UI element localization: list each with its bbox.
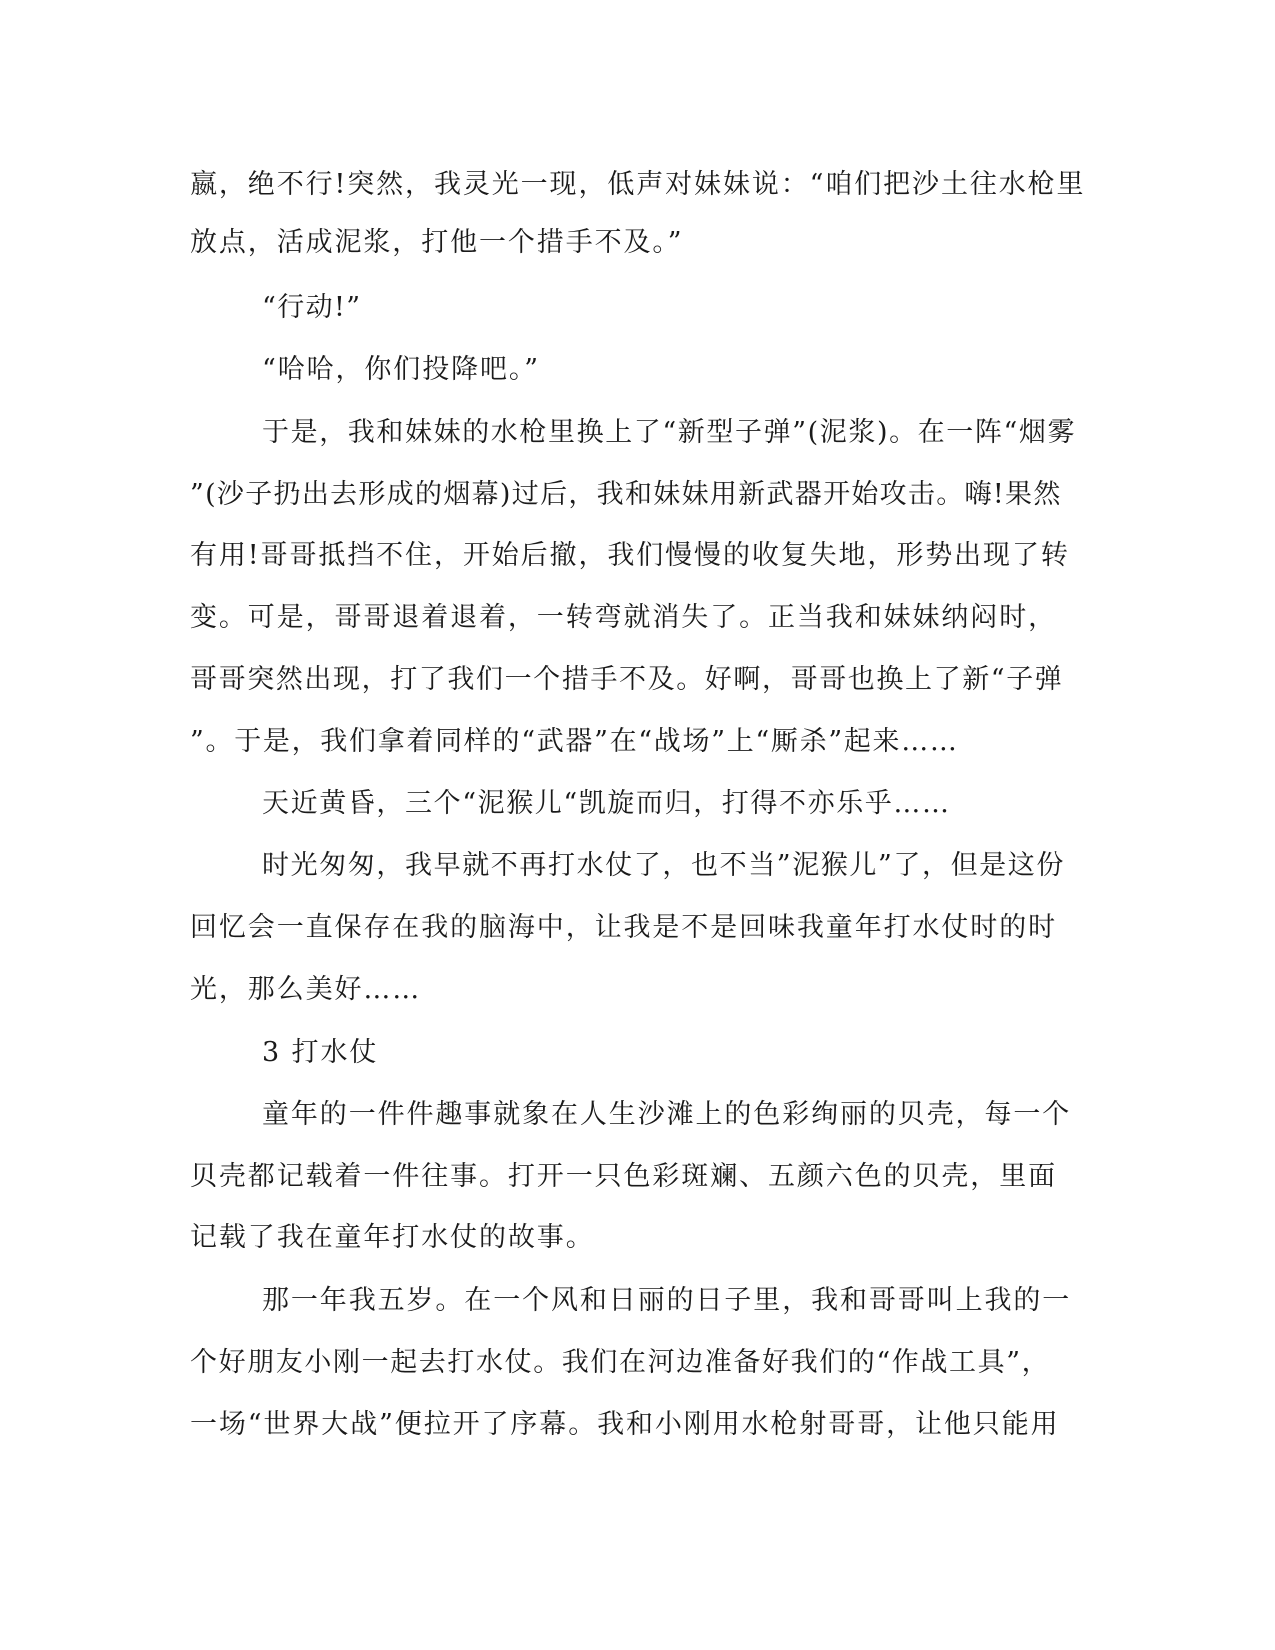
text-line: 个好朋友小刚一起去打水仗。我们在河边准备好我们的“作战工具”， [190,1347,1051,1378]
text-line: 天近黄昏，三个“泥猴儿“凯旋而归，打得不亦乐乎…… [262,788,951,819]
text-line: 于是，我和妹妹的水枪里换上了“新型子弹”(泥浆)。在一阵“烟雾 [262,417,1077,448]
text-line: 一场“世界大战”便拉开了序幕。我和小刚用水枪射哥哥，让他只能用 [190,1409,1060,1440]
text-line: 回忆会一直保存在我的脑海中，让我是不是回味我童年打水仗时的时 [190,912,1057,943]
text-line: 那一年我五岁。在一个风和日丽的日子里，我和哥哥叫上我的一 [262,1285,1072,1316]
text-line: ”。于是，我们拿着同样的“武器”在“战场”上“厮杀”起来…… [190,726,959,757]
text-line: 童年的一件件趣事就象在人生沙滩上的色彩绚丽的贝壳，每一个 [262,1099,1072,1130]
text-line: 记载了我在童年打水仗的故事。 [190,1222,595,1253]
text-line: ”(沙子扔出去形成的烟幕)过后，我和妹妹用新武器开始攻击。嗨!果然 [190,479,1062,510]
text-line: 光，那么美好…… [190,974,422,1005]
text-line: 变。可是，哥哥退着退着，一转弯就消失了。正当我和妹妹纳闷时， [190,602,1057,633]
text-line: 放点，活成泥浆，打他一个措手不及。” [190,227,684,258]
text-line: “行动!” [262,292,362,323]
text-line: 嬴，绝不行!突然，我灵光一现，低声对妹妹说：“咱们把沙土往水枪里 [190,169,1086,200]
text-line: 贝壳都记载着一件往事。打开一只色彩斑斓、五颜六色的贝壳，里面 [190,1161,1057,1192]
text-line: 哥哥突然出现，打了我们一个措手不及。好啊，哥哥也换上了新“子弹 [190,664,1064,695]
text-line: 有用!哥哥抵挡不住，开始后撤，我们慢慢的收复失地，形势出现了转 [190,540,1070,571]
text-line: “哈哈，你们投降吧。” [262,354,541,385]
text-line: 时光匆匆，我早就不再打水仗了，也不当”泥猴儿”了，但是这份 [262,850,1066,881]
section-heading: 3 打水仗 [262,1037,379,1068]
